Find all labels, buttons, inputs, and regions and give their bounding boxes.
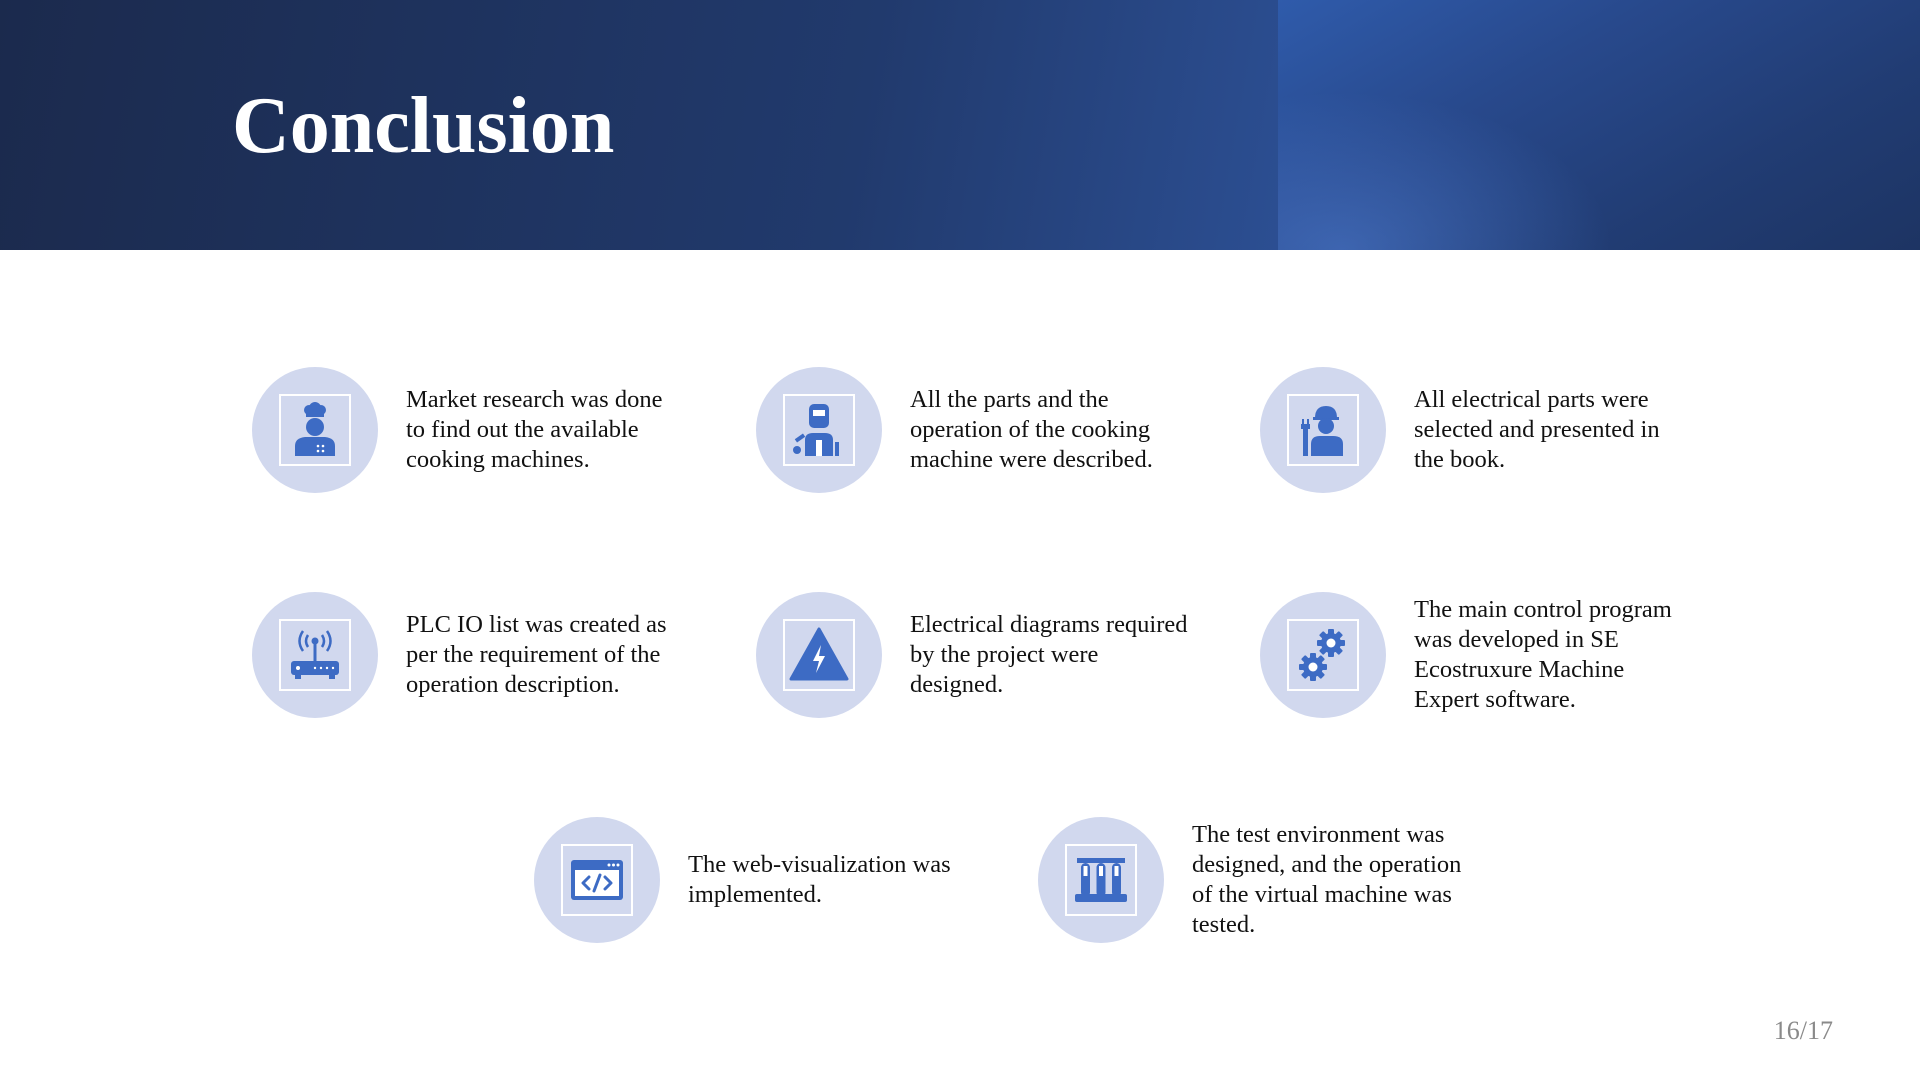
conclusion-item-test-environment bbox=[1038, 817, 1492, 943]
conclusion-item-electrical-diagrams bbox=[756, 592, 1210, 718]
icon-circle bbox=[534, 817, 660, 943]
conclusion-item-parts-operation bbox=[756, 367, 1210, 493]
conclusion-item-electrical-parts bbox=[1260, 367, 1714, 493]
page-number: 16/17 bbox=[1773, 1016, 1833, 1045]
icon-circle bbox=[1038, 817, 1164, 943]
chef-icon bbox=[279, 394, 351, 466]
conclusion-text: Market research was done to find out the available cooking machines. bbox=[406, 386, 663, 473]
conclusion-item-plc-io-list bbox=[252, 592, 706, 718]
router-icon bbox=[279, 619, 351, 691]
header-light-overlay bbox=[1278, 0, 1920, 250]
web-code-icon bbox=[561, 844, 633, 916]
conclusion-item-market-research bbox=[252, 367, 706, 493]
welder-icon bbox=[783, 394, 855, 466]
conclusion-text: The web-visualization was implemented. bbox=[688, 851, 951, 908]
conclusion-item-web-visualization bbox=[534, 817, 988, 943]
conclusion-item-control-program bbox=[1260, 592, 1714, 718]
slide-header bbox=[0, 0, 1920, 250]
icon-circle bbox=[252, 592, 378, 718]
page-title: Conclusion bbox=[232, 82, 615, 170]
conclusion-text: The test environment was designed, and the operation of the virtual machine was tested. bbox=[1192, 821, 1462, 938]
conclusion-text: All electrical parts were selected and presented in the book. bbox=[1414, 386, 1660, 473]
test-tubes-icon bbox=[1065, 844, 1137, 916]
icon-circle bbox=[1260, 367, 1386, 493]
conclusion-text: PLC IO list was created as per the requirement of the operation description. bbox=[406, 611, 667, 698]
high-voltage-icon bbox=[783, 619, 855, 691]
conclusion-text: All the parts and the operation of the cooking machine were described. bbox=[910, 386, 1153, 473]
conclusion-text: Electrical diagrams required by the project were designed. bbox=[910, 611, 1188, 698]
electrician-icon bbox=[1287, 394, 1359, 466]
gears-icon bbox=[1287, 619, 1359, 691]
conclusion-text: The main control program was developed in SE Ecostruxure Machine Expert software. bbox=[1414, 596, 1672, 713]
icon-circle bbox=[252, 367, 378, 493]
icon-circle bbox=[756, 367, 882, 493]
icon-circle bbox=[1260, 592, 1386, 718]
icon-circle bbox=[756, 592, 882, 718]
